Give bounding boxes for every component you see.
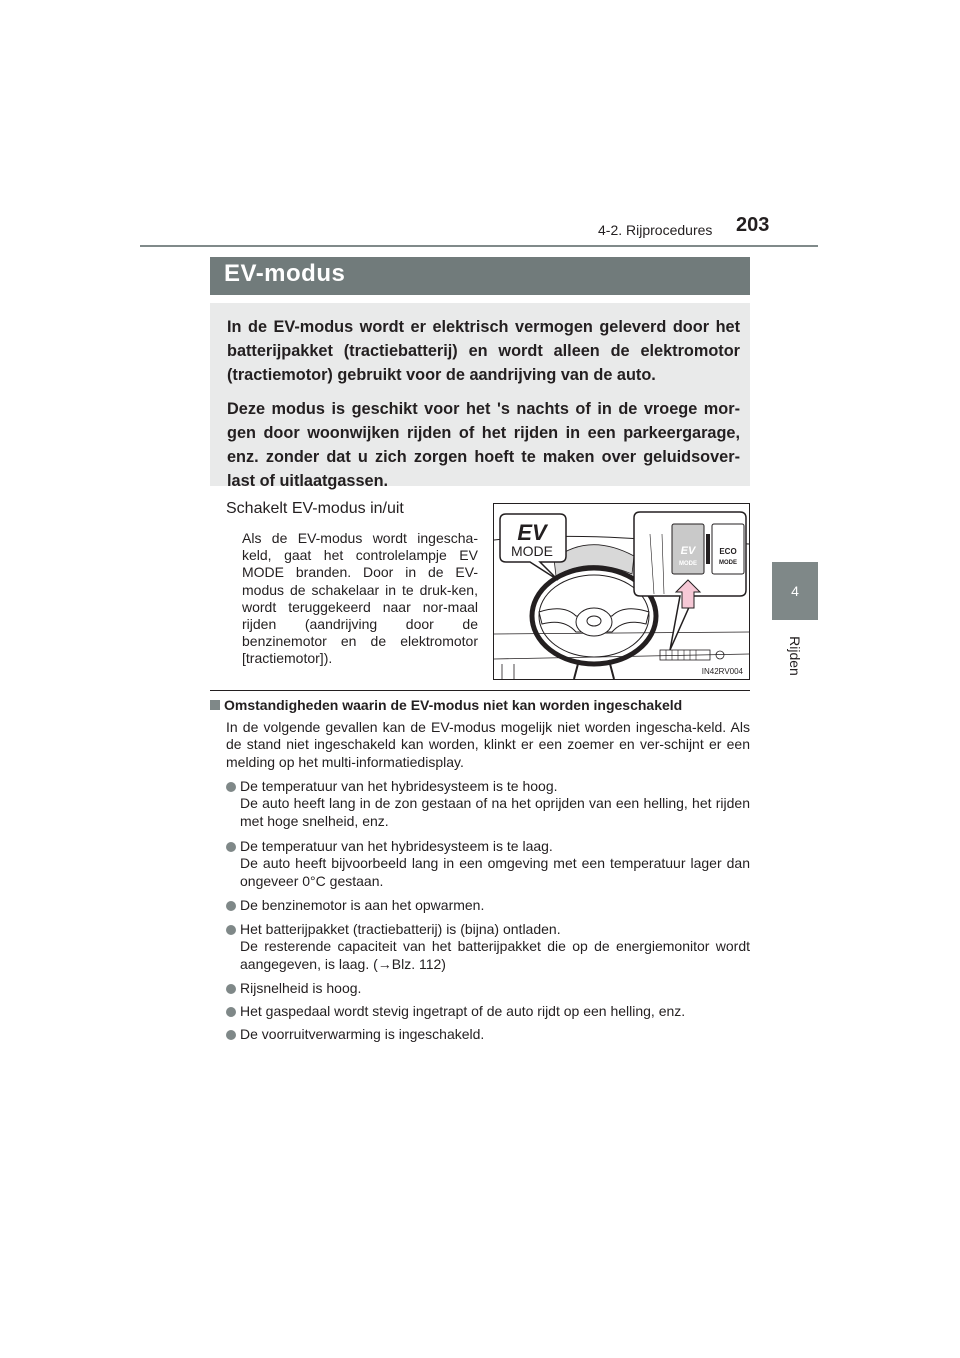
ev-indicator-text: EV: [517, 520, 547, 545]
bullet-icon: [226, 1007, 236, 1017]
bullet-icon: [226, 925, 236, 935]
list-item-main: De benzinemotor is aan het opwarmen.: [240, 897, 485, 913]
list-item-main: De temperatuur van het hybridesysteem is te hoog.: [240, 778, 558, 794]
chapter-tab-label-box: [783, 628, 807, 688]
ev-switch-mode-text: MODE: [679, 561, 697, 567]
intro-box: [210, 303, 750, 490]
list-item-main: De voorruitverwarming is ingeschakeld.: [240, 1026, 485, 1042]
ev-mode-illustration: [493, 503, 750, 680]
bullet-icon: [226, 1030, 236, 1040]
ev-switch-text: EV: [680, 545, 696, 557]
list-item-main: Rijsnelheid is hoog.: [240, 980, 362, 996]
list-item-sub: De resterende capaciteit van het batterijpakket die op de energiemonitor wordt aangegeven, is laag. (→Blz. 112): [240, 938, 750, 972]
list-item: [226, 778, 750, 830]
callout-body: Als de EV-modus wordt ingescha-keld, gaat het controlelampje EV MODE branden. Door in de EV-modus de schakelaar in te druk-ken, wordt teruggekeerd naar nor-maal rijden (aandrijving door de benzinemotor en de elektromotor [tractiemotor]).: [242, 530, 478, 667]
illustration-code: IN42RV004: [701, 667, 743, 676]
callout-title: Schakelt EV-modus in/uit: [226, 500, 404, 517]
list-item: [226, 1026, 750, 1043]
bullet-icon: [226, 984, 236, 994]
dash-vent-left: [502, 664, 514, 679]
bullet-icon: [226, 782, 236, 792]
header-rule: [140, 245, 818, 247]
conditions-heading-text: Omstandigheden waarin de EV-modus niet kan worden ingeschakeld: [224, 697, 683, 713]
list-item-sub: De auto heeft lang in de zon gestaan of na het oprijden van een helling, het rijden met hoge snelheid, enz.: [240, 795, 750, 829]
ev-indicator-mode-text: MODE: [511, 543, 553, 559]
intro-paragraph-1: In de EV-modus wordt er elektrisch vermogen geleverd door het batterijpakket (tractiebatterij) en wordt alleen de elektromotor (tractiemotor) gebruikt voor de aandrijving van de auto.: [227, 318, 740, 384]
steering-wheel-hub: [576, 608, 612, 636]
bullet-icon: [226, 842, 236, 852]
eco-switch-mode-text: MODE: [719, 560, 737, 566]
list-item: [226, 897, 750, 914]
list-item-sub: De auto heeft bijvoorbeeld lang in een omgeving met een temperatuur lager dan ongeveer 0°C gestaan.: [240, 855, 750, 889]
section-title-bar: [210, 257, 750, 295]
section-rule: [210, 690, 750, 691]
bullet-icon: [226, 901, 236, 911]
section-title: EV-modus: [224, 260, 346, 287]
page-number: 203: [736, 214, 770, 236]
switch-divider: [706, 534, 710, 564]
heading-square-icon: [210, 700, 220, 710]
chapter-tab-label: Rijden: [787, 636, 803, 676]
list-item: [226, 1003, 750, 1020]
eco-switch-text: ECO: [719, 547, 737, 556]
list-item-main: De temperatuur van het hybridesysteem is te laag.: [240, 838, 553, 854]
chapter-tab-number: 4: [772, 562, 818, 620]
header-section: 4-2. Rijprocedures: [598, 222, 713, 238]
list-item: [226, 980, 750, 997]
dashboard-drawing: [494, 504, 749, 679]
dash-lower-line: [494, 632, 749, 634]
intro-paragraph-2: Deze modus is geschikt voor het 's nachts of in de vroege mor-gen door woonwijken rijden of het rijden in een parkeergarage, enz. zonder dat u zich zorgen hoeft te maken over geluidsover-last of uitlaatgassen.: [227, 400, 740, 490]
list-item: [226, 838, 750, 890]
list-item-main: Het batterijpakket (tractiebatterij) is (bijna) ontladen.: [240, 921, 561, 937]
conditions-intro: In de volgende gevallen kan de EV-modus mogelijk niet worden ingescha-keld. Als de stand niet ingeschakeld kan worden, klinkt er een zoemer en ver-schijnt er een melding op het multi-informatiedisplay.: [226, 719, 750, 770]
list-item-main: Het gaspedaal wordt stevig ingetrapt of de auto rijdt op een helling, enz.: [240, 1003, 686, 1019]
conditions-heading: [210, 697, 682, 713]
list-item: [226, 921, 750, 973]
